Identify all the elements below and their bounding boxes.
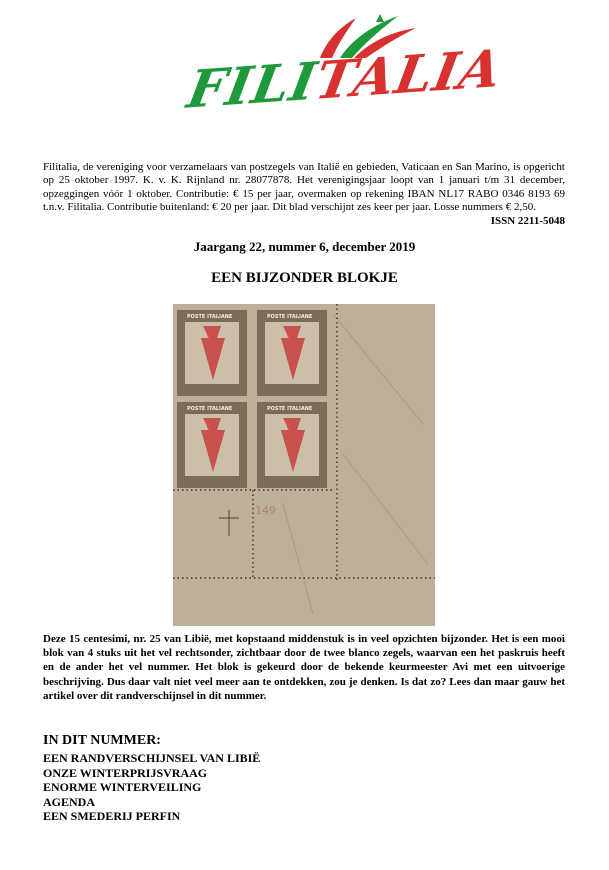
toc-list [43,751,260,824]
intro-paragraph [43,161,565,228]
stamp-caption-bottom-left: POSTE ITALIANE [187,406,233,412]
stamp-caption-top-right: POSTE ITALIANE [267,314,313,320]
photo-caption: Deze 15 centesimi, nr. 25 van Libië, met kopstaand middenstuk is in veel opzichten bijzonder. Het is een mooi blok van 4 stuks uit het vel rechtsonder, zichtbaar door de twee blanco zegels, waarvan een het paskruis heeft en de ander het vel nummer. Het blok is gekeurd door de bekende keurmeester Avi met een uitvoerige beschrijving. Dus daar valt niet veel meer aan te ontdekken, zou je denken. Is dat zo? Lees dan maar gauw het artikel over dit randverschijnsel in dit nummer. [43,633,565,702]
logo-text-green: FILI [182,50,322,121]
logo-wordmark [181,33,507,130]
stamp-caption-top-left: POSTE ITALIANE [187,314,233,320]
toc-item: ONZE WINTERPRIJSVRAAG [43,765,208,780]
stamp-top-left [177,310,247,396]
logo-text-red: TALIA [310,38,507,112]
stamp-bottom-right [257,402,327,488]
sheet-number: 149 [255,504,276,517]
stamp-top-right [257,310,327,396]
toc-title: IN DIT NUMMER: [43,733,161,748]
toc-item: EEN SMEDERIJ PERFIN [43,809,181,823]
toc-item: AGENDA [43,794,96,809]
toc-item: ENORME WINTERVEILING [43,780,202,794]
stamp-bottom-left [177,402,247,488]
stamp-block-photo [173,304,435,626]
stamp-caption-bottom-right: POSTE ITALIANE [267,406,313,412]
issue-line: Jaargang 22, nummer 6, december 2019 [193,239,416,254]
toc-item: EEN RANDVERSCHIJNSEL VAN LIBIË [43,751,261,765]
issn-number: ISSN 2211-5048 [490,214,565,227]
page-headline: EEN BIJZONDER BLOKJE [211,270,398,286]
intro-text: Filitalia, de vereniging voor verzamelaars van postzegels van Italië en gebieden, Vaticaan en San Marino, is opgericht op 25 oktober 1997. K. v. K. Rijnland nr. 28077878. Het verenigingsjaar loopt van 1 januari t/m 31 december, opzeggingen vóór 1 oktober. Contributie: € 15 per jaar, overmaken op rekening IBAN NL17 RABO 0346 8193 69 t.n.v. Filitalia. Contributie buitenland: € 20 per jaar. Dit blad verschijnt zes keer per jaar. Losse nummers € 2,50. [43,161,565,214]
filitalia-logo [160,12,507,130]
